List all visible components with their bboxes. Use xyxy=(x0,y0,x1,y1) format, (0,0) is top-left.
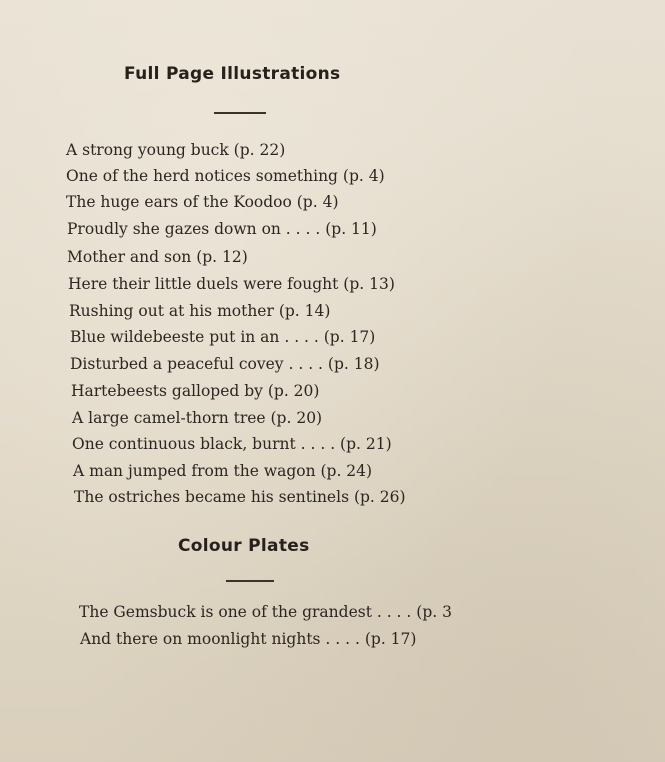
list-item: Mother and son (p. 12) xyxy=(67,248,248,266)
list-item: The huge ears of the Koodoo (p. 4) xyxy=(66,193,339,211)
list-item: A large camel-thorn tree (p. 20) xyxy=(72,409,323,427)
list-item: One of the herd notices something (p. 4) xyxy=(66,167,385,185)
full-page-illustrations-heading: Full Page Illustrations xyxy=(124,64,341,84)
list-item: Blue wildebeeste put in an . . . . (p. 17) xyxy=(70,328,376,346)
list-item: Proudly she gazes down on . . . . (p. 11) xyxy=(67,220,377,238)
list-item: And there on moonlight nights . . . . (p. 17) xyxy=(80,630,417,648)
list-item: Here their little duels were fought (p. 13) xyxy=(68,275,395,293)
list-item: Rushing out at his mother (p. 14) xyxy=(69,302,331,320)
list-item: One continuous black, burnt . . . . (p. 21) xyxy=(72,435,392,453)
list-item: The Gemsbuck is one of the grandest . . . . (p. 3 xyxy=(79,603,452,621)
list-item: A man jumped from the wagon (p. 24) xyxy=(73,462,373,480)
colour-plates-heading: Colour Plates xyxy=(178,536,310,556)
list-item: Hartebeests galloped by (p. 20) xyxy=(71,382,320,400)
list-item: The ostriches became his sentinels (p. 26) xyxy=(74,488,406,506)
heading-divider-rule xyxy=(226,580,274,582)
list-item: Disturbed a peaceful covey . . . . (p. 18) xyxy=(70,355,380,373)
list-item: A strong young buck (p. 22) xyxy=(66,141,286,159)
heading-divider-rule xyxy=(214,112,266,114)
